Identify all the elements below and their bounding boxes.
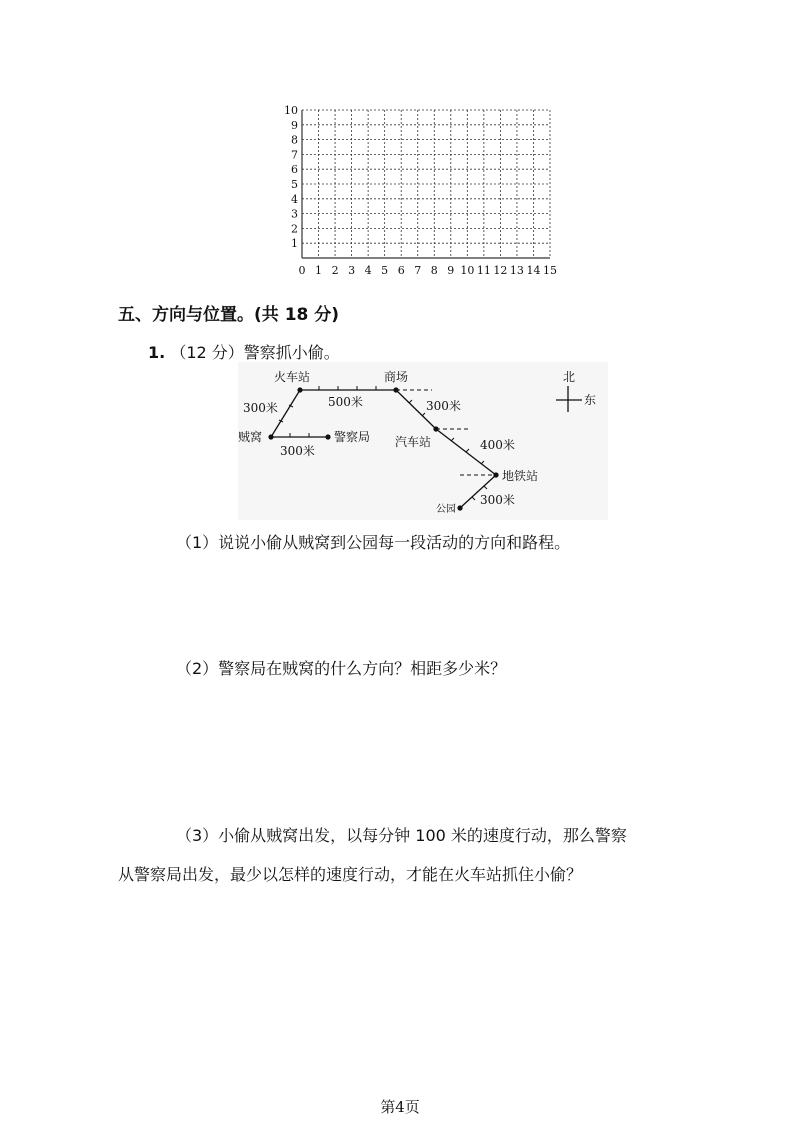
- distance-bus-to-subway: 400米: [480, 438, 515, 452]
- x-tick-label: 14: [526, 264, 541, 277]
- x-tick-label: 2: [331, 264, 339, 277]
- page-number: 第4页: [380, 1098, 420, 1116]
- x-axis-labels: [299, 264, 558, 277]
- route-map: [238, 362, 608, 520]
- x-tick-label: 13: [509, 264, 524, 277]
- x-tick-label: 12: [493, 264, 508, 277]
- x-tick-label: 9: [447, 264, 455, 277]
- question-3-line-1: （3）小偷从贼窝出发，以每分钟 100 米的速度行动，那么警察: [176, 826, 627, 845]
- y-tick-label: 4: [291, 192, 298, 206]
- x-tick-label: 11: [476, 264, 491, 277]
- distance-subway-to-park: 300米: [480, 493, 515, 507]
- y-tick-label: 6: [291, 163, 298, 177]
- y-tick-label: 3: [291, 207, 298, 221]
- problem-1-title: [148, 340, 340, 363]
- x-tick-label: 4: [364, 264, 372, 277]
- question-2: （2）警察局在贼窝的什么方向？相距多少米？: [176, 659, 507, 678]
- x-tick-label: 6: [397, 264, 405, 277]
- label-police: 警察局: [334, 430, 371, 444]
- problem-text: （12 分）警察抓小偷。: [170, 343, 340, 362]
- label-train-station: 火车站: [274, 370, 311, 384]
- grid-lines: [302, 110, 550, 258]
- distance-den-to-police: 300米: [280, 444, 315, 458]
- y-tick-label: 5: [291, 178, 298, 191]
- x-tick-label: 0: [298, 264, 306, 277]
- x-tick-label: 8: [430, 264, 438, 277]
- y-tick-label: 2: [291, 222, 298, 236]
- x-tick-label: 1: [315, 264, 323, 277]
- x-tick-label: 5: [381, 264, 389, 277]
- y-tick-label: 7: [291, 148, 298, 162]
- label-subway: 地铁站: [502, 469, 539, 483]
- question-1: （1）说说小偷从贼窝到公园每一段活动的方向和路程。: [176, 533, 571, 552]
- x-tick-label: 7: [414, 264, 422, 277]
- x-tick-label: 15: [543, 264, 557, 277]
- label-bus-station: 汽车站: [395, 435, 432, 449]
- y-tick-label: 9: [291, 118, 298, 132]
- x-tick-label: 10: [460, 264, 475, 277]
- problem-number: 1.: [148, 343, 166, 362]
- distance-mall-to-bus: 300米: [426, 399, 461, 413]
- y-axis-labels: [284, 104, 298, 250]
- distance-train-to-mall: 500米: [328, 395, 363, 409]
- y-tick-label: 8: [291, 133, 298, 147]
- compass-east: 东: [584, 393, 597, 407]
- y-tick-label: 1: [291, 237, 298, 251]
- x-tick-label: 3: [348, 264, 356, 277]
- coordinate-grid: [270, 98, 570, 288]
- label-park: 公园: [436, 504, 456, 515]
- distance-den-to-train: 300米: [243, 401, 278, 415]
- label-thief-den: 贼窝: [238, 430, 263, 444]
- compass-north: 北: [563, 370, 576, 384]
- section-title: 五、方向与位置。(共 18 分): [118, 305, 340, 325]
- question-3-line-2: 从警察局出发，最少以怎样的速度行动，才能在火车站抓住小偷？: [118, 865, 583, 884]
- label-mall: 商场: [384, 370, 409, 384]
- y-tick-label: 10: [284, 104, 298, 117]
